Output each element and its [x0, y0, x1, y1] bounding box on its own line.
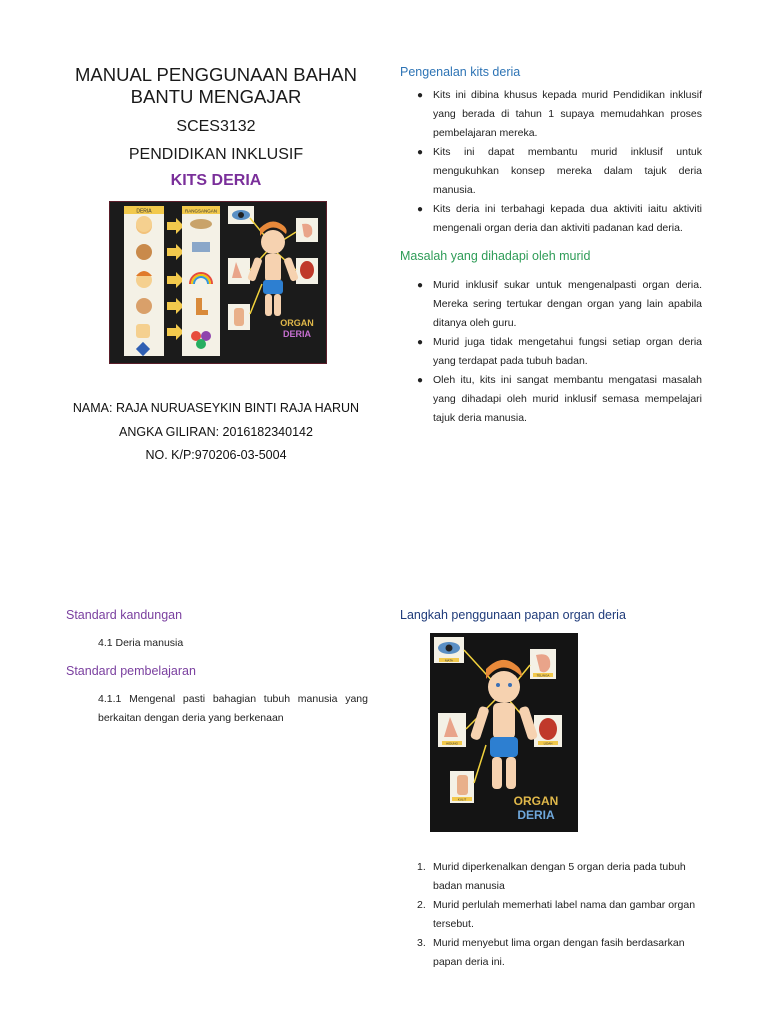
standard-pembelajaran-text: 4.1.1 Mengenal pasti bahagian tubuh manusia yang berkaitan dengan deria yang berkenaan	[98, 693, 368, 724]
kit-photo	[109, 201, 327, 364]
list-item: ● Murid inklusif sukar untuk mengenalpasti organ deria. Mereka sering tertukar dengan organ yang lain apabila ditanya oleh guru.	[417, 276, 702, 333]
intro-heading: Pengenalan kits deria	[400, 65, 521, 79]
organ-logo-top: ORGAN	[513, 794, 559, 808]
organ-logo-top: ORGAN	[280, 318, 314, 328]
manual-title	[50, 64, 382, 108]
step-number: 3.	[417, 937, 426, 949]
intro-list	[417, 86, 702, 238]
bullet-icon: ●	[417, 204, 424, 215]
subject-title: PENDIDIKAN INKLUSIF	[128, 146, 304, 163]
student-angka-giliran: ANGKA GILIRAN: 2016182340142	[119, 425, 313, 439]
organ-logo-bottom: DERIA	[517, 808, 555, 822]
bullet-icon: ●	[417, 90, 424, 101]
manual-title-line2: BANTU MENGAJAR	[130, 86, 302, 107]
list-item: ● Oleh itu, kits ini sangat membantu mengatasi masalah yang dihadapi oleh murid inklusif semasa mempelajari tajuk deria manusia.	[417, 371, 702, 428]
label-kulit: KULIT	[457, 797, 467, 802]
list-item: 3. Murid menyebut lima organ dengan fasih berdasarkan papan deria ini.	[417, 934, 702, 972]
manual-title-line1: MANUAL PENGGUNAAN BAHAN	[74, 64, 357, 85]
label-hidung: HIDUNG	[446, 741, 458, 746]
kit-photo-illustration	[110, 202, 326, 363]
label-mata: MATA	[445, 658, 453, 663]
list-item: ● Kits ini dapat membantu murid inklusif untuk mengukuhkan konsep mereka dalam tajuk deria manusia.	[417, 143, 702, 200]
label-telinga: TELINGA	[536, 673, 550, 678]
list-item: ● Kits deria ini terbahagi kepada dua aktiviti iaitu aktiviti mengenali organ deria dan aktiviti padanan kad deria.	[417, 200, 702, 238]
problem-heading: Masalah yang dihadapi oleh murid	[400, 249, 591, 263]
step-number: 1.	[417, 861, 426, 873]
bullet-icon: ●	[417, 337, 424, 348]
standard-kandungan-heading: Standard kandungan	[66, 608, 183, 622]
rangsangan-header: RANGSANGAN	[184, 208, 218, 214]
list-item: ● Murid juga tidak mengetahui fungsi setiap organ deria yang terdapat pada tubuh badan.	[417, 333, 702, 371]
bullet-icon: ●	[417, 280, 424, 291]
bullet-icon: ●	[417, 147, 424, 158]
deria-header: DERIA	[136, 208, 152, 215]
student-kp: NO. K/P:970206-03-5004	[145, 448, 287, 462]
step-number: 2.	[417, 899, 426, 911]
organ-board-photo	[430, 633, 578, 832]
student-name: NAMA: RAJA NURUASEYKIN BINTI RAJA HARUN	[72, 401, 360, 415]
course-code: SCES3132	[176, 118, 256, 135]
problem-list	[417, 276, 702, 428]
organ-board-illustration	[430, 633, 578, 832]
organ-logo-bottom: DERIA	[282, 329, 312, 339]
label-lidah: LIDAH	[543, 741, 553, 746]
list-item: 1. Murid diperkenalkan dengan 5 organ deria pada tubuh badan manusia	[417, 858, 702, 896]
steps-list	[417, 858, 702, 972]
steps-heading: Langkah penggunaan papan organ deria	[400, 608, 626, 622]
list-item: 2. Murid perlulah memerhati label nama dan gambar organ tersebut.	[417, 896, 702, 934]
kit-title: KITS DERIA	[170, 172, 262, 189]
list-item: ● Kits ini dibina khusus kepada murid Pendidikan inklusif yang berada di tahun 1 supaya memudahkan proses pembelajaran mereka.	[417, 86, 702, 143]
bullet-icon: ●	[417, 375, 424, 386]
standard-pembelajaran-heading: Standard pembelajaran	[66, 664, 196, 678]
standard-kandungan-text: 4.1 Deria manusia	[98, 637, 184, 649]
